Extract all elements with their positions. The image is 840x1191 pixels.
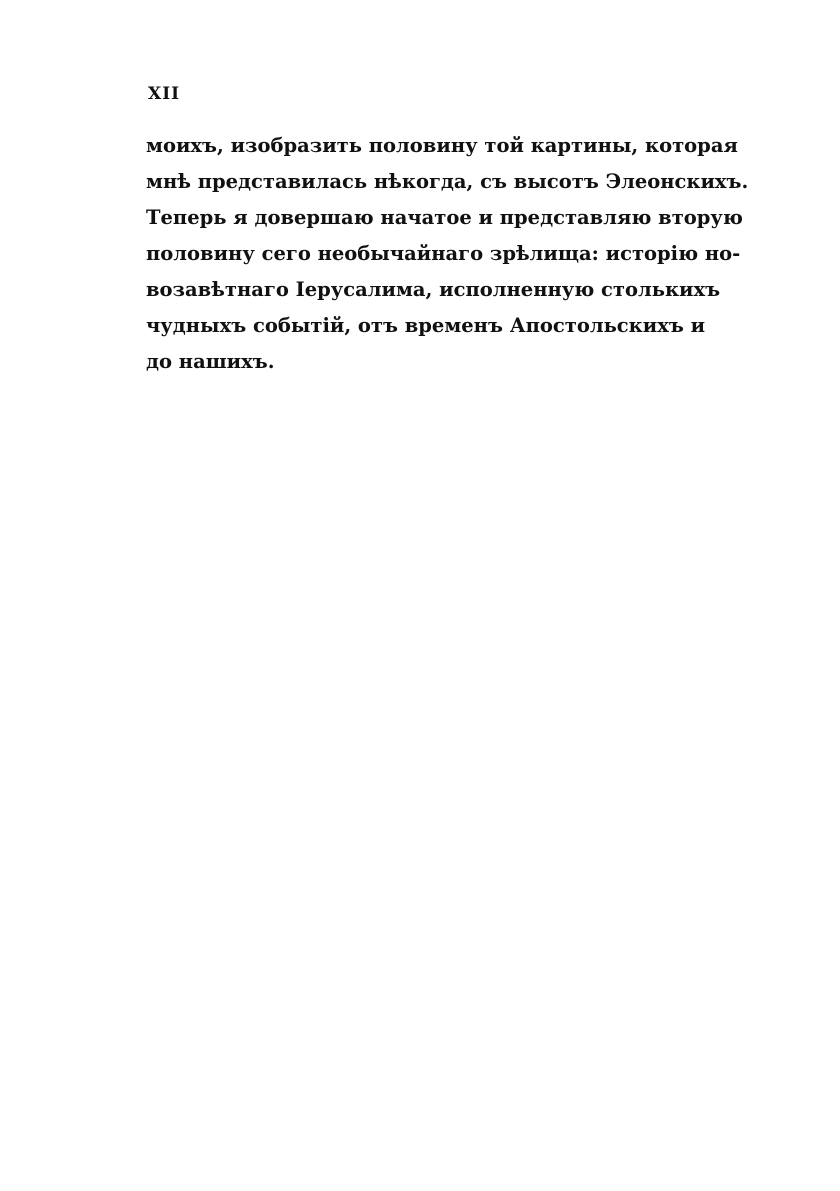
body-text bbox=[146, 128, 749, 380]
text-line: моихъ, изобразить половину той картины, которая bbox=[146, 134, 738, 157]
text-line: половину сего необычайнаго зрѣлища: исторію но- bbox=[146, 242, 741, 265]
text-line: Теперь я довершаю начатое и представляю вторую bbox=[146, 206, 743, 229]
text-line: возавѣтнаго Іерусалима, исполненную столькихъ bbox=[146, 278, 721, 301]
text-line: до нашихъ. bbox=[146, 350, 275, 373]
text-line: чудныхъ событій, отъ временъ Апостольскихъ и bbox=[146, 314, 706, 337]
page-number: XII bbox=[148, 84, 181, 104]
text-line: мнѣ представилась нѣкогда, съ высотъ Элеонскихъ. bbox=[146, 170, 749, 193]
